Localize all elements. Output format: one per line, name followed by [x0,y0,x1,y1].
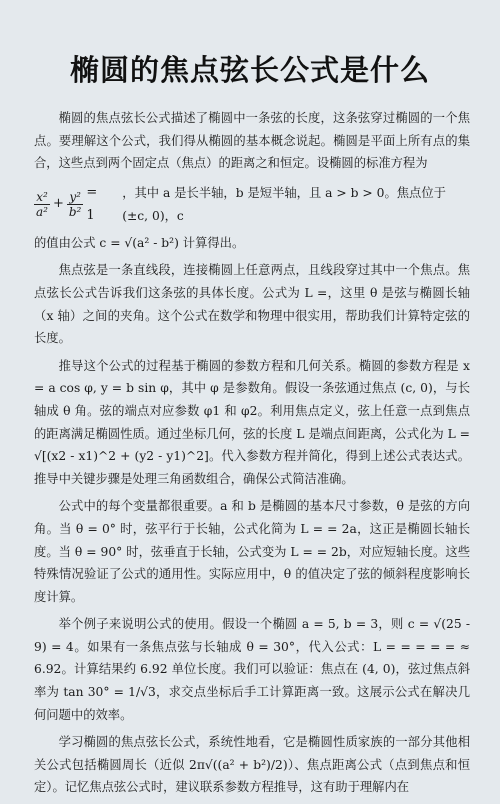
paragraph-2: 焦点弦是一条直线段，连接椭圆上任意两点，且线段穿过其中一个焦点。焦点弦长公式告诉我们这条弦的具体长度。公式为 L =，这里 θ 是弦与椭圆长轴（x 轴）之间的夹角。这个公式在数学和物理中很实用，帮助我们计算特定弦的长度。 [34,263,470,346]
paragraph-6: 学习椭圆的焦点弦长公式，系统性地看，它是椭圆性质家族的一部分其他相关公式包括椭圆周长（近似 2π√((a² + b²)/2)）、焦点距离公式（点到焦点和恒定）。记忆焦点弦公式时，建议联系参数方程推导，这有助于理解内在 [34,735,470,795]
equals-one: = 1 [86,185,98,223]
fraction-x-denominator: a² [36,205,48,220]
fraction-y-denominator: b² [68,205,82,220]
paragraph-4: 公式中的每个变量都很重要。a 和 b 是椭圆的基本尺寸参数，θ 是弦的方向角。当 θ = 0° 时，弦平行于长轴，公式化简为 L = = 2a，这正是椭圆长轴长度。当 θ = 90° 时，弦垂直于长轴，公式变为 L = = 2b，对应短轴长度。这些特殊情况验证了公式的通用性。实际应用中，θ 的值决定了弦的倾斜程度影响长度计算。 [34,499,470,604]
fraction-x [34,190,50,219]
document-body [34,107,470,804]
fraction-y-numerator: y² [69,190,81,205]
plus-sign: + [52,196,64,212]
ellipse-equation [34,180,470,230]
equation-description: ，其中 a 是长半轴，b 是短半轴，且 a > b > 0。焦点位于 (±c, 0)，c [122,186,446,223]
paragraph-1: 椭圆的焦点弦长公式描述了椭圆中一条弦的长度，这条弦穿过椭圆的一个焦点。要理解这个公式，我们得从椭圆的基本概念说起。椭圆是平面上所有点的集合，这些点到两个固定点（焦点）的距离之和恒定。设椭圆的标准方程为 [34,111,470,171]
paragraph-3: 推导这个公式的过程基于椭圆的参数方程和几何关系。椭圆的参数方程是 x = a cos φ, y = b sin φ，其中 φ 是参数角。假设一条弦通过焦点 (c, 0)，与长轴成 θ 角。弦的端点对应参数 φ1 和 φ2。利用焦点定义，弦上任意一点到焦点的距离满足椭圆性质。通过坐标几何，弦的长度 L 是端点间距离，公式化为 L = √[(x2 - x1)^2 + (y2 - y1)^2]。代入参数方程并简化，得到上述公式表达式。推导中关键步骤是处理三角函数组合，确保公式简洁准确。 [34,358,470,486]
page-title: 椭圆的焦点弦长公式是什么 [69,53,430,87]
fraction-x-numerator: x² [36,190,48,205]
paragraph-5: 举个例子来说明公式的使用。假设一个椭圆 a = 5, b = 3，则 c = √(25 - 9) = 4。如果有一条焦点弦与长轴成 θ = 30°，代入公式：L = = = = = ≈ 6.92。计算结果约 6.92 单位长度。我们可以验证：焦点在 (4, 0)，弦过焦点斜率为 tan 30° = 1/√3，求交点坐标后手工计算距离一致。这展示公式在解决几何问题中的效率。 [34,617,470,722]
fraction-y [67,190,84,219]
paragraph-1-continued: 的值由公式 c = √(a² - b²) 计算得出。 [34,235,245,250]
